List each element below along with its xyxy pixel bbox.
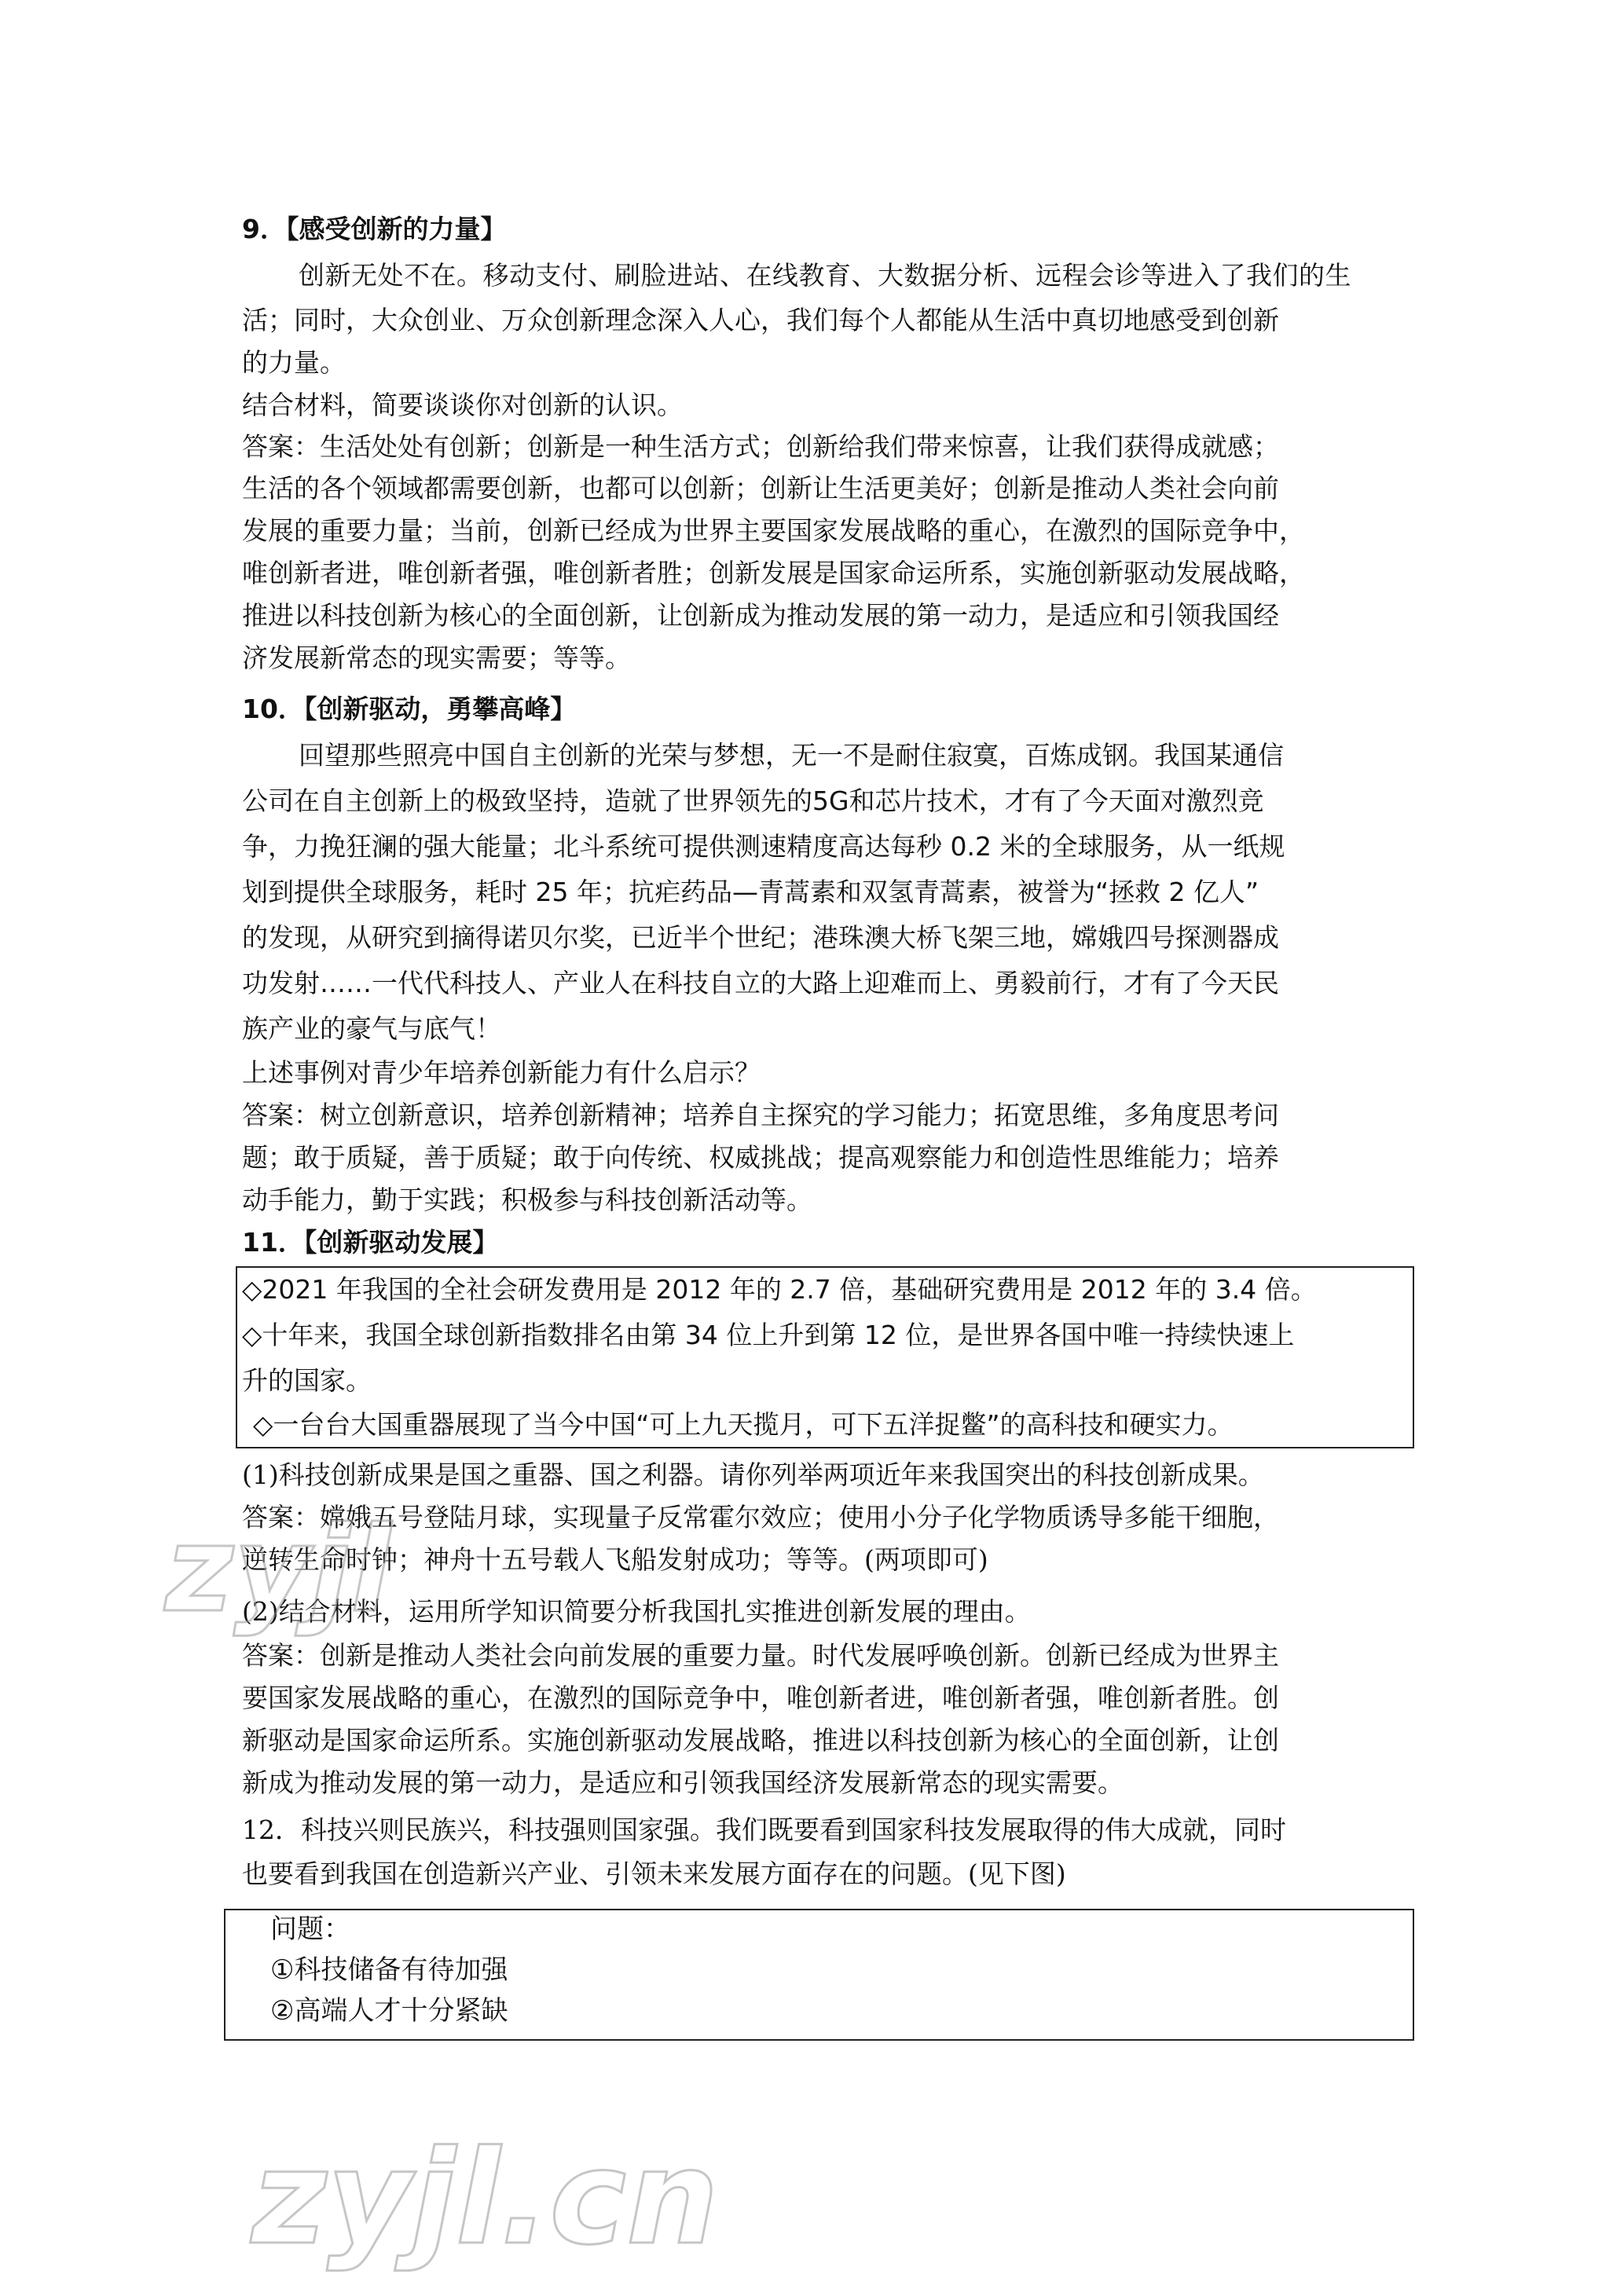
q11-sub2-question: (2)结合材料，运用所学知识简要分析我国扎实推进创新发展的理由。 bbox=[242, 1596, 1031, 1627]
q10-material-line-2: 公司在自主创新上的极致坚持，造就了世界领先的5G和芯片技术，才有了今天面对激烈竞 bbox=[242, 785, 1264, 816]
q10-material-line-5: 的发现，从研究到摘得诺贝尔奖，已近半个世纪；港珠澳大桥飞架三地，嫦娥四号探测器成 bbox=[242, 922, 1279, 953]
q11-sub2-answer-line-1: 答案：创新是推动人类社会向前发展的重要力量。时代发展呼唤创新。创新已经成为世界主 bbox=[242, 1640, 1279, 1671]
q9-material-line-1: 创新无处不在。移动支付、刷脸进站、在线教育、大数据分析、远程会诊等进入了我们的生 bbox=[299, 260, 1351, 291]
q9-title: 9．【感受创新的力量】 bbox=[242, 214, 507, 244]
q10-answer-line-1: 答案：树立创新意识，培养创新精神；培养自主探究的学习能力；拓宽思维，多角度思考问 bbox=[242, 1100, 1279, 1130]
q10-answer-line-2: 题；敢于质疑，善于质疑；敢于向传统、权威挑战；提高观察能力和创造性思维能力；培养 bbox=[242, 1142, 1279, 1173]
q9-answer-line-4: 唯创新者进，唯创新者强，唯创新者胜；创新发展是国家命运所系，实施创新驱动发展战略， bbox=[242, 558, 1305, 588]
q10-material-line-7: 族产业的豪气与底气！ bbox=[242, 1013, 501, 1044]
watermark-logo-bottom bbox=[244, 2113, 809, 2278]
q12-box-item-1: ①科技储备有待加强 bbox=[270, 1954, 508, 1986]
q10-material-line-4: 划到提供全球服务，耗时 25 年；抗疟药品—青蒿素和双氢青蒿素，被誉为“拯救 2 亿人” bbox=[242, 877, 1259, 907]
q9-answer-line-2: 生活的各个领域都需要创新，也都可以创新；创新让生活更美好；创新是推动人类社会向前 bbox=[242, 473, 1279, 504]
q9-material-line-2: 活；同时，大众创业、万众创新理念深入人心，我们每个人都能从生活中真切地感受到创新 bbox=[242, 305, 1279, 335]
q11-box-line-3: 升的国家。 bbox=[242, 1365, 372, 1396]
q11-sub1-answer-line-2: 逆转生命时钟；神舟十五号载人飞船发射成功；等等。(两项即可) bbox=[242, 1544, 988, 1575]
q12-box-heading: 问题： bbox=[270, 1913, 350, 1945]
q9-question: 结合材料，简要谈谈你对创新的认识。 bbox=[242, 390, 683, 420]
q10-title: 10．【创新驱动，勇攀高峰】 bbox=[242, 694, 577, 724]
q10-question: 上述事例对青少年培养创新能力有什么启示？ bbox=[242, 1057, 761, 1088]
q12-intro-line-1: 12．科技兴则民族兴，科技强则国家强。我们既要看到国家科技发展取得的伟大成就，同时 bbox=[242, 1814, 1286, 1845]
q11-sub2-answer-line-2: 要国家发展战略的重心，在激烈的国际竞争中，唯创新者进，唯创新者强，唯创新者胜。创 bbox=[242, 1683, 1279, 1713]
q10-material-line-1: 回望那些照亮中国自主创新的光荣与梦想，无一不是耐住寂寞，百炼成钢。我国某通信 bbox=[299, 740, 1284, 771]
q10-answer-line-3: 动手能力，勤于实践；积极参与科技创新活动等。 bbox=[242, 1185, 812, 1215]
q10-material-line-3: 争，力挽狂澜的强大能量；北斗系统可提供测速精度高达每秒 0.2 米的全球服务，从一纸规 bbox=[242, 831, 1285, 862]
q11-box-line-4: ◇一台台大国重器展现了当今中国“可上九天揽月，可下五洋捉鳖”的高科技和硬实力。 bbox=[253, 1409, 1234, 1440]
q9-material-line-3: 的力量。 bbox=[242, 347, 346, 378]
svg-text:zyjl: zyjl bbox=[165, 1502, 391, 1639]
q11-sub2-answer-line-3: 新驱动是国家命运所系。实施创新驱动发展战略，推进以科技创新为核心的全面创新，让创 bbox=[242, 1725, 1279, 1756]
q9-answer-line-3: 发展的重要力量；当前，创新已经成为世界主要国家发展战略的重心，在激烈的国际竞争中， bbox=[242, 515, 1305, 546]
q11-title: 11．【创新驱动发展】 bbox=[242, 1227, 499, 1258]
q10-material-line-6: 功发射……一代代科技人、产业人在科技自立的大路上迎难而上、勇毅前行，才有了今天民 bbox=[242, 968, 1279, 998]
q11-box-line-2: ◇十年来，我国全球创新指数排名由第 34 位上升到第 12 位，是世界各国中唯一持续快速上 bbox=[242, 1320, 1295, 1350]
q11-box-line-1: ◇2021 年我国的全社会研发费用是 2012 年的 2.7 倍，基础研究费用是 2012 年的 3.4 倍。 bbox=[242, 1274, 1317, 1305]
q9-answer-line-5: 推进以科技创新为核心的全面创新，让创新成为推动发展的第一动力，是适应和引领我国经 bbox=[242, 600, 1279, 631]
q12-intro-line-2: 也要看到我国在创造新兴产业、引领未来发展方面存在的问题。(见下图) bbox=[242, 1858, 1066, 1889]
q12-box-item-2: ②高端人才十分紧缺 bbox=[270, 1995, 508, 2027]
q9-answer-line-6: 济发展新常态的现实需要；等等。 bbox=[242, 643, 631, 673]
svg-text:zyjl.cn: zyjl.cn bbox=[251, 2122, 719, 2273]
q11-sub2-answer-line-4: 新成为推动发展的第一动力，是适应和引领我国经济发展新常态的现实需要。 bbox=[242, 1767, 1124, 1798]
q11-sub1-answer-line-1: 答案：嫦娥五号登陆月球，实现量子反常霍尔效应；使用小分子化学物质诱导多能干细胞， bbox=[242, 1502, 1279, 1532]
q9-answer-line-1: 答案：生活处处有创新；创新是一种生活方式；创新给我们带来惊喜，让我们获得成就感； bbox=[242, 431, 1279, 462]
q11-sub1-question: (1)科技创新成果是国之重器、国之利器。请你列举两项近年来我国突出的科技创新成果。 bbox=[242, 1459, 1264, 1490]
